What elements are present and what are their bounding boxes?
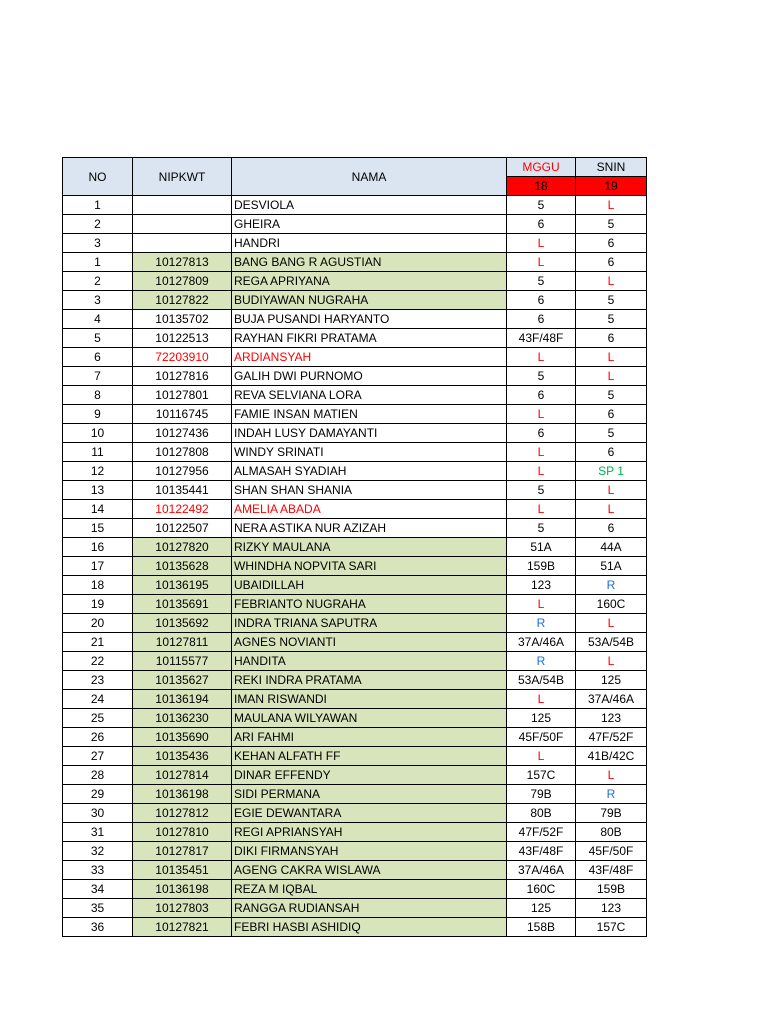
row-nipkwt: 10127808	[133, 443, 232, 462]
row-shift-day-2: 159B	[576, 880, 647, 899]
row-shift-day-2: 41B/42C	[576, 747, 647, 766]
row-shift-day-2: 80B	[576, 823, 647, 842]
table-row	[63, 215, 647, 234]
row-number: 25	[63, 709, 133, 728]
table-row	[63, 861, 647, 880]
row-nipkwt: 10135436	[133, 747, 232, 766]
row-shift-day-2: 6	[576, 405, 647, 424]
row-number: 21	[63, 633, 133, 652]
row-shift-day-2: 5	[576, 424, 647, 443]
table-row	[63, 253, 647, 272]
table-row	[63, 614, 647, 633]
row-shift-day-2: 125	[576, 671, 647, 690]
row-shift-day-1: 5	[507, 367, 576, 386]
row-nipkwt: 10136198	[133, 880, 232, 899]
row-number: 19	[63, 595, 133, 614]
row-nama: KEHAN ALFATH FF	[232, 747, 507, 766]
row-nama: AMELIA ABADA	[232, 500, 507, 519]
row-nipkwt	[133, 234, 232, 253]
row-number: 36	[63, 918, 133, 937]
row-nipkwt: 10127821	[133, 918, 232, 937]
row-number: 12	[63, 462, 133, 481]
row-nama: HANDITA	[232, 652, 507, 671]
table-row	[63, 747, 647, 766]
row-nipkwt: 10127801	[133, 386, 232, 405]
row-nipkwt: 10127810	[133, 823, 232, 842]
table-row	[63, 519, 647, 538]
row-shift-day-2: 160C	[576, 595, 647, 614]
row-nipkwt: 10115577	[133, 652, 232, 671]
row-nipkwt: 10127813	[133, 253, 232, 272]
table-row	[63, 272, 647, 291]
table-row	[63, 709, 647, 728]
row-shift-day-2: 45F/50F	[576, 842, 647, 861]
row-shift-day-1: R	[507, 652, 576, 671]
table-row	[63, 481, 647, 500]
row-number: 5	[63, 329, 133, 348]
row-shift-day-2: R	[576, 785, 647, 804]
row-shift-day-2: L	[576, 500, 647, 519]
table-row	[63, 595, 647, 614]
row-shift-day-1: L	[507, 462, 576, 481]
row-nipkwt: 10136195	[133, 576, 232, 595]
row-nama: NERA ASTIKA NUR AZIZAH	[232, 519, 507, 538]
row-nipkwt	[133, 215, 232, 234]
row-number: 20	[63, 614, 133, 633]
row-shift-day-1: 5	[507, 272, 576, 291]
row-nama: UBAIDILLAH	[232, 576, 507, 595]
row-nama: GALIH DWI PURNOMO	[232, 367, 507, 386]
row-shift-day-2: 5	[576, 215, 647, 234]
row-nama: DINAR EFFENDY	[232, 766, 507, 785]
table-row	[63, 823, 647, 842]
header-day-2: SNIN	[576, 158, 647, 177]
row-nipkwt: 10127811	[133, 633, 232, 652]
row-nama: ALMASAH SYADIAH	[232, 462, 507, 481]
table-row	[63, 424, 647, 443]
row-shift-day-1: 5	[507, 196, 576, 215]
header-date-1: 18	[507, 177, 576, 196]
row-shift-day-2: 53A/54B	[576, 633, 647, 652]
row-shift-day-2: L	[576, 196, 647, 215]
row-number: 30	[63, 804, 133, 823]
row-nipkwt: 10135690	[133, 728, 232, 747]
row-shift-day-2: L	[576, 614, 647, 633]
header-date-2: 19	[576, 177, 647, 196]
row-nama: GHEIRA	[232, 215, 507, 234]
row-number: 14	[63, 500, 133, 519]
row-number: 13	[63, 481, 133, 500]
row-number: 4	[63, 310, 133, 329]
row-nipkwt: 10136198	[133, 785, 232, 804]
table-row	[63, 576, 647, 595]
row-nama: BUJA PUSANDI HARYANTO	[232, 310, 507, 329]
row-number: 23	[63, 671, 133, 690]
table-row	[63, 500, 647, 519]
row-nipkwt: 10136230	[133, 709, 232, 728]
row-shift-day-1: 47F/52F	[507, 823, 576, 842]
row-shift-day-1: 6	[507, 386, 576, 405]
row-nipkwt: 10127436	[133, 424, 232, 443]
table-row	[63, 671, 647, 690]
row-shift-day-2: 47F/52F	[576, 728, 647, 747]
row-nipkwt: 10135627	[133, 671, 232, 690]
row-nama: REKI INDRA PRATAMA	[232, 671, 507, 690]
row-number: 2	[63, 215, 133, 234]
row-number: 35	[63, 899, 133, 918]
row-number: 3	[63, 234, 133, 253]
row-nipkwt: 10127803	[133, 899, 232, 918]
row-nama: DESVIOLA	[232, 196, 507, 215]
row-nama: BANG BANG R AGUSTIAN	[232, 253, 507, 272]
row-nipkwt: 10127822	[133, 291, 232, 310]
row-nipkwt: 10127820	[133, 538, 232, 557]
row-shift-day-2: 5	[576, 310, 647, 329]
table-row	[63, 443, 647, 462]
table-row	[63, 310, 647, 329]
row-shift-day-2: 51A	[576, 557, 647, 576]
row-number: 24	[63, 690, 133, 709]
row-number: 33	[63, 861, 133, 880]
table-row	[63, 348, 647, 367]
row-shift-day-2: 6	[576, 443, 647, 462]
row-nipkwt: 10116745	[133, 405, 232, 424]
row-nama: WHINDHA NOPVITA SARI	[232, 557, 507, 576]
row-shift-day-2: R	[576, 576, 647, 595]
row-nama: RIZKY MAULANA	[232, 538, 507, 557]
row-nipkwt: 10127812	[133, 804, 232, 823]
row-nama: INDRA TRIANA SAPUTRA	[232, 614, 507, 633]
row-shift-day-1: 80B	[507, 804, 576, 823]
row-shift-day-2: 5	[576, 291, 647, 310]
table-row	[63, 367, 647, 386]
row-shift-day-2: 123	[576, 899, 647, 918]
row-shift-day-1: 43F/48F	[507, 329, 576, 348]
row-shift-day-2: 6	[576, 234, 647, 253]
row-nama: SHAN SHAN SHANIA	[232, 481, 507, 500]
row-shift-day-1: L	[507, 405, 576, 424]
row-number: 7	[63, 367, 133, 386]
row-shift-day-2: L	[576, 481, 647, 500]
row-shift-day-1: 6	[507, 310, 576, 329]
row-shift-day-2: 6	[576, 329, 647, 348]
row-shift-day-1: 157C	[507, 766, 576, 785]
row-nipkwt: 10127809	[133, 272, 232, 291]
row-nipkwt: 10127817	[133, 842, 232, 861]
table-row	[63, 386, 647, 405]
row-nipkwt: 10122513	[133, 329, 232, 348]
row-nama: EGIE DEWANTARA	[232, 804, 507, 823]
row-nipkwt: 72203910	[133, 348, 232, 367]
header-nipkwt: NIPKWT	[133, 158, 232, 196]
row-number: 1	[63, 253, 133, 272]
row-shift-day-2: L	[576, 348, 647, 367]
row-shift-day-2: 43F/48F	[576, 861, 647, 880]
table-row	[63, 785, 647, 804]
row-number: 27	[63, 747, 133, 766]
row-number: 8	[63, 386, 133, 405]
row-shift-day-2: L	[576, 272, 647, 291]
row-shift-day-2: L	[576, 652, 647, 671]
row-shift-day-1: 6	[507, 291, 576, 310]
row-number: 26	[63, 728, 133, 747]
row-shift-day-2: L	[576, 766, 647, 785]
row-shift-day-2: 79B	[576, 804, 647, 823]
table-row	[63, 842, 647, 861]
row-nama: BUDIYAWAN NUGRAHA	[232, 291, 507, 310]
table-row	[63, 329, 647, 348]
row-nama: AGNES NOVIANTI	[232, 633, 507, 652]
header-row	[63, 158, 647, 177]
row-nipkwt: 10127814	[133, 766, 232, 785]
table-row	[63, 766, 647, 785]
row-nipkwt: 10135691	[133, 595, 232, 614]
row-nipkwt: 10135441	[133, 481, 232, 500]
table-row	[63, 899, 647, 918]
header-day-1: MGGU	[507, 158, 576, 177]
row-shift-day-1: 125	[507, 899, 576, 918]
row-nama: WINDY SRINATI	[232, 443, 507, 462]
row-number: 6	[63, 348, 133, 367]
table-row	[63, 538, 647, 557]
row-nipkwt: 10136194	[133, 690, 232, 709]
row-shift-day-2: 157C	[576, 918, 647, 937]
row-shift-day-1: L	[507, 690, 576, 709]
table-row	[63, 690, 647, 709]
row-nipkwt: 10135702	[133, 310, 232, 329]
row-number: 16	[63, 538, 133, 557]
row-nama: FEBRI HASBI ASHIDIQ	[232, 918, 507, 937]
row-nama: SIDI PERMANA	[232, 785, 507, 804]
row-shift-day-1: 6	[507, 215, 576, 234]
row-nama: REGI APRIANSYAH	[232, 823, 507, 842]
row-shift-day-2: 44A	[576, 538, 647, 557]
row-number: 31	[63, 823, 133, 842]
row-shift-day-1: 79B	[507, 785, 576, 804]
row-shift-day-1: L	[507, 253, 576, 272]
row-shift-day-2: L	[576, 367, 647, 386]
table-header	[63, 158, 647, 196]
table-row	[63, 557, 647, 576]
row-shift-day-1: 51A	[507, 538, 576, 557]
header-nama: NAMA	[232, 158, 507, 196]
row-shift-day-1: 37A/46A	[507, 861, 576, 880]
row-number: 28	[63, 766, 133, 785]
row-nama: FEBRIANTO NUGRAHA	[232, 595, 507, 614]
row-shift-day-1: L	[507, 500, 576, 519]
table-row	[63, 291, 647, 310]
row-shift-day-1: L	[507, 348, 576, 367]
row-shift-day-1: R	[507, 614, 576, 633]
row-number: 22	[63, 652, 133, 671]
row-nama: ARI FAHMI	[232, 728, 507, 747]
row-nipkwt	[133, 196, 232, 215]
table-row	[63, 804, 647, 823]
table-body	[63, 196, 647, 937]
row-nama: FAMIE INSAN MATIEN	[232, 405, 507, 424]
row-nama: DIKI FIRMANSYAH	[232, 842, 507, 861]
row-shift-day-2: 5	[576, 386, 647, 405]
row-number: 15	[63, 519, 133, 538]
row-nipkwt: 10135692	[133, 614, 232, 633]
row-shift-day-1: 123	[507, 576, 576, 595]
row-number: 11	[63, 443, 133, 462]
row-shift-day-2: 6	[576, 519, 647, 538]
row-nama: HANDRI	[232, 234, 507, 253]
table-row	[63, 405, 647, 424]
row-number: 9	[63, 405, 133, 424]
row-shift-day-2: 37A/46A	[576, 690, 647, 709]
table-row	[63, 462, 647, 481]
row-number: 10	[63, 424, 133, 443]
row-nama: REGA APRIYANA	[232, 272, 507, 291]
row-number: 29	[63, 785, 133, 804]
table-row	[63, 880, 647, 899]
schedule-table	[62, 157, 647, 937]
row-shift-day-1: 158B	[507, 918, 576, 937]
row-shift-day-1: L	[507, 443, 576, 462]
row-shift-day-1: L	[507, 234, 576, 253]
row-nipkwt: 10127816	[133, 367, 232, 386]
row-nipkwt: 10127956	[133, 462, 232, 481]
row-shift-day-1: 45F/50F	[507, 728, 576, 747]
row-nama: RANGGA RUDIANSAH	[232, 899, 507, 918]
table-row	[63, 918, 647, 937]
row-nama: REVA SELVIANA LORA	[232, 386, 507, 405]
row-shift-day-2: 6	[576, 253, 647, 272]
row-shift-day-1: L	[507, 747, 576, 766]
row-number: 1	[63, 196, 133, 215]
row-nipkwt: 10135628	[133, 557, 232, 576]
row-nama: IMAN RISWANDI	[232, 690, 507, 709]
row-shift-day-1: 43F/48F	[507, 842, 576, 861]
row-shift-day-1: 6	[507, 424, 576, 443]
row-number: 32	[63, 842, 133, 861]
row-nama: REZA M IQBAL	[232, 880, 507, 899]
row-number: 3	[63, 291, 133, 310]
row-shift-day-1: 125	[507, 709, 576, 728]
row-nama: ARDIANSYAH	[232, 348, 507, 367]
row-nipkwt: 10135451	[133, 861, 232, 880]
row-number: 2	[63, 272, 133, 291]
table-row	[63, 633, 647, 652]
row-nama: AGENG CAKRA WISLAWA	[232, 861, 507, 880]
row-nama: INDAH LUSY DAMAYANTI	[232, 424, 507, 443]
row-number: 34	[63, 880, 133, 899]
header-no: NO	[63, 158, 133, 196]
table-row	[63, 196, 647, 215]
row-number: 18	[63, 576, 133, 595]
row-shift-day-1: 5	[507, 519, 576, 538]
row-number: 17	[63, 557, 133, 576]
row-shift-day-1: 53A/54B	[507, 671, 576, 690]
table-row	[63, 234, 647, 253]
row-shift-day-1: 159B	[507, 557, 576, 576]
row-nama: MAULANA WILYAWAN	[232, 709, 507, 728]
row-nipkwt: 10122507	[133, 519, 232, 538]
row-shift-day-2: 123	[576, 709, 647, 728]
row-nama: RAYHAN FIKRI PRATAMA	[232, 329, 507, 348]
row-nipkwt: 10122492	[133, 500, 232, 519]
row-shift-day-2: SP 1	[576, 462, 647, 481]
row-shift-day-1: 37A/46A	[507, 633, 576, 652]
table-row	[63, 728, 647, 747]
row-shift-day-1: 160C	[507, 880, 576, 899]
row-shift-day-1: 5	[507, 481, 576, 500]
row-shift-day-1: L	[507, 595, 576, 614]
table-row	[63, 652, 647, 671]
